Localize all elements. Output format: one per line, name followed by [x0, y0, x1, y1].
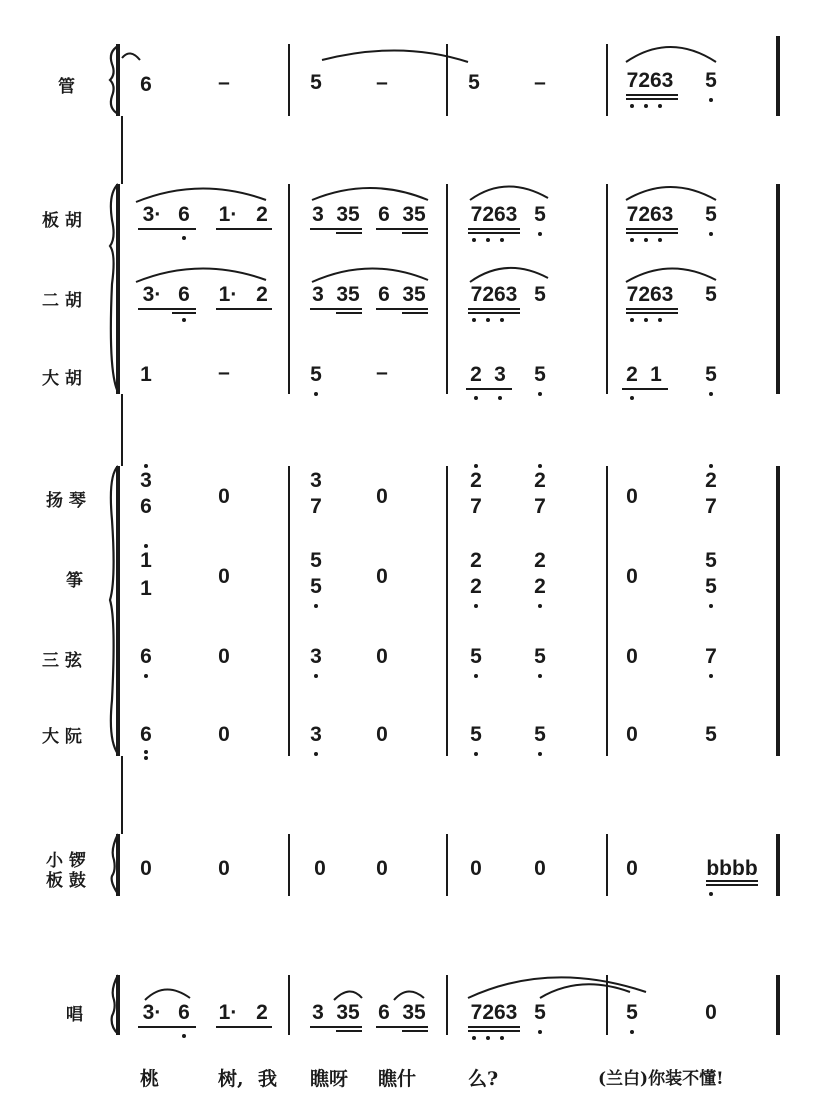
barline-right [776, 466, 780, 756]
lyric-syllable: 瞧呀 [310, 1068, 349, 1090]
rest: 0 [218, 645, 230, 668]
barline [446, 44, 448, 116]
octave-dot [144, 750, 148, 754]
octave-dot [538, 464, 542, 468]
note: 7 [534, 495, 546, 518]
note-group: 35 [336, 203, 360, 226]
octave-dot [182, 318, 186, 322]
rest: 0 [140, 857, 152, 880]
underline [310, 1026, 362, 1028]
note: 6 [140, 645, 152, 668]
underline [468, 312, 520, 314]
note-group: 35 [402, 203, 426, 226]
note: 1· [218, 203, 238, 226]
barline [606, 466, 608, 756]
underline [172, 312, 196, 314]
note: 5 [705, 723, 717, 746]
octave-dot [709, 464, 713, 468]
barline-right [776, 975, 780, 1035]
octave-dot [644, 238, 648, 242]
dash: – [218, 71, 230, 94]
note: 3 [312, 203, 324, 226]
note: 2 [534, 469, 546, 492]
octave-dot [630, 396, 634, 400]
underline [468, 1030, 520, 1032]
underline [336, 1030, 362, 1032]
note-group: 7263 [626, 283, 674, 306]
underline [402, 312, 428, 314]
octave-dot [486, 318, 490, 322]
octave-dot [658, 318, 662, 322]
rest: 0 [534, 857, 546, 880]
instrument-label-banhu: 板 胡 [42, 211, 82, 231]
rest: 0 [470, 857, 482, 880]
note-group: 35 [336, 1001, 360, 1024]
note: 3 [310, 469, 322, 492]
octave-dot [182, 1034, 186, 1038]
note-group: 7263 [470, 1001, 518, 1024]
rest: 0 [218, 485, 230, 508]
octave-dot [498, 396, 502, 400]
rest: 0 [376, 857, 388, 880]
octave-dot [500, 238, 504, 242]
note: 5 [470, 645, 482, 668]
rest: 0 [376, 645, 388, 668]
underline [138, 228, 196, 230]
dash: – [218, 361, 230, 384]
underline [626, 312, 678, 314]
note: 5 [470, 723, 482, 746]
rest: 0 [218, 857, 230, 880]
octave-dot [538, 1030, 542, 1034]
note: 3 [494, 363, 506, 386]
underline [466, 388, 512, 390]
drum-stroke-group: bbbb [706, 857, 758, 880]
rest: 0 [376, 485, 388, 508]
dash: – [376, 361, 388, 384]
octave-dot [182, 236, 186, 240]
octave-dot [314, 674, 318, 678]
rest: 0 [626, 565, 638, 588]
rest: 0 [626, 857, 638, 880]
octave-dot [538, 232, 542, 236]
barline [288, 466, 290, 756]
lyric-syllable: 树, [218, 1068, 244, 1090]
octave-dot [144, 756, 148, 760]
underline [310, 228, 362, 230]
rest: 0 [626, 645, 638, 668]
note: 5 [310, 549, 322, 572]
note: 6 [378, 283, 390, 306]
note: 1 [140, 577, 152, 600]
barline [288, 834, 290, 896]
note-group: 35 [402, 283, 426, 306]
barline [446, 466, 448, 756]
rest: 0 [626, 723, 638, 746]
instrument-label-yangqin: 扬 琴 [46, 491, 86, 511]
note: 2 [626, 363, 638, 386]
octave-dot [538, 674, 542, 678]
note: 2 [256, 1001, 268, 1024]
octave-dot [644, 104, 648, 108]
note-group: 7263 [626, 69, 674, 92]
barline [606, 44, 608, 116]
octave-dot [500, 1036, 504, 1040]
system-bracket-percussion [116, 834, 120, 896]
note: 1· [218, 283, 238, 306]
underline [138, 308, 196, 310]
note: 5 [705, 363, 717, 386]
octave-dot [709, 98, 713, 102]
instrument-label-dahu: 大 胡 [42, 369, 82, 389]
note: 1· [218, 1001, 238, 1024]
underline [402, 232, 428, 234]
underline [626, 94, 678, 96]
underline [626, 308, 678, 310]
system-bracket-guan [116, 44, 120, 116]
note: 2 [470, 469, 482, 492]
dash: – [376, 71, 388, 94]
dash: – [534, 71, 546, 94]
barline [288, 44, 290, 116]
note: 5 [534, 283, 546, 306]
note: 3 [312, 1001, 324, 1024]
note: 1 [650, 363, 662, 386]
octave-dot [474, 464, 478, 468]
octave-dot [144, 544, 148, 548]
underline [336, 232, 362, 234]
octave-dot [314, 752, 318, 756]
rest: 0 [218, 565, 230, 588]
instrument-label-xiaoluo: 小 锣 [46, 851, 86, 871]
note: 3· [142, 203, 162, 226]
octave-dot [472, 1036, 476, 1040]
system-bracket-voice [116, 975, 120, 1035]
note: 5 [705, 283, 717, 306]
note: 1 [140, 549, 152, 572]
octave-dot [709, 674, 713, 678]
instrument-label-sanxian: 三 弦 [42, 651, 82, 671]
note: 3 [140, 469, 152, 492]
octave-dot [472, 318, 476, 322]
note: 5 [310, 575, 322, 598]
barline [606, 184, 608, 394]
note: 6 [178, 283, 190, 306]
octave-dot [538, 392, 542, 396]
note: 6 [178, 1001, 190, 1024]
note: 3 [310, 645, 322, 668]
octave-dot [709, 232, 713, 236]
barline [606, 975, 608, 1035]
note: 3 [310, 723, 322, 746]
underline [626, 98, 678, 100]
underline [468, 1026, 520, 1028]
note: 5 [705, 203, 717, 226]
rest: 0 [314, 857, 326, 880]
octave-dot [472, 238, 476, 242]
octave-dot [658, 238, 662, 242]
system-connector [121, 756, 123, 834]
note-group: 35 [402, 1001, 426, 1024]
note: 6 [178, 203, 190, 226]
barline-right [776, 834, 780, 896]
instrument-label-guan: 管 [58, 77, 75, 97]
note-group: 7263 [626, 203, 674, 226]
system-connector [121, 394, 123, 466]
octave-dot [144, 674, 148, 678]
octave-dot [630, 1030, 634, 1034]
note: 6 [140, 495, 152, 518]
note: 2 [256, 283, 268, 306]
spoken-line: (兰白)你装不懂! [598, 1069, 724, 1089]
octave-dot [314, 604, 318, 608]
underline [402, 1030, 428, 1032]
underline [468, 308, 520, 310]
instrument-label-daruan: 大 阮 [42, 727, 82, 747]
instrument-label-zheng: 筝 [66, 571, 83, 591]
barline [446, 184, 448, 394]
note: 7 [705, 645, 717, 668]
rest: 0 [705, 1001, 717, 1024]
barline-right [776, 36, 780, 116]
lyric-syllable: 么? [468, 1068, 499, 1090]
barline [446, 834, 448, 896]
octave-dot [486, 238, 490, 242]
underline [138, 1026, 196, 1028]
note: 3· [142, 1001, 162, 1024]
note: 5 [468, 71, 480, 94]
note: 2 [470, 363, 482, 386]
octave-dot [474, 752, 478, 756]
rest: 0 [376, 723, 388, 746]
octave-dot [144, 464, 148, 468]
underline [216, 1026, 272, 1028]
octave-dot [474, 674, 478, 678]
underline [626, 228, 678, 230]
underline [468, 228, 520, 230]
underline [706, 880, 758, 882]
lyric-syllable: 我 [258, 1068, 278, 1090]
lyric-syllable: 瞧什 [378, 1068, 417, 1090]
note: 6 [378, 1001, 390, 1024]
note: 7 [470, 495, 482, 518]
note: 5 [534, 723, 546, 746]
note-group: 7263 [470, 203, 518, 226]
note: 7 [705, 495, 717, 518]
system-bracket-plucked [116, 466, 120, 756]
rest: 0 [376, 565, 388, 588]
note: 3· [142, 283, 162, 306]
note: 6 [140, 723, 152, 746]
note: 5 [705, 575, 717, 598]
note: 5 [534, 1001, 546, 1024]
note: 5 [534, 363, 546, 386]
barline [288, 975, 290, 1035]
octave-dot [644, 318, 648, 322]
instrument-label-chang: 唱 [66, 1005, 83, 1025]
note-group: 7263 [470, 283, 518, 306]
octave-dot [709, 892, 713, 896]
rest: 0 [626, 485, 638, 508]
underline [468, 232, 520, 234]
note: 3 [312, 283, 324, 306]
instrument-label-erhu: 二 胡 [42, 291, 82, 311]
note: 5 [705, 69, 717, 92]
note: 5 [705, 549, 717, 572]
octave-dot [658, 104, 662, 108]
note: 2 [470, 549, 482, 572]
underline [622, 388, 668, 390]
octave-dot [538, 604, 542, 608]
octave-dot [500, 318, 504, 322]
note-group: 35 [336, 283, 360, 306]
note: 7 [310, 495, 322, 518]
barline-right [776, 184, 780, 394]
octave-dot [486, 1036, 490, 1040]
rest: 0 [218, 723, 230, 746]
underline [216, 308, 272, 310]
underline [376, 228, 428, 230]
octave-dot [630, 238, 634, 242]
underline [310, 308, 362, 310]
system-connector [121, 116, 123, 184]
octave-dot [538, 752, 542, 756]
lyric-syllable: 桃 [140, 1068, 160, 1090]
octave-dot [709, 604, 713, 608]
octave-dot [474, 604, 478, 608]
note: 5 [310, 71, 322, 94]
underline [706, 884, 758, 886]
note: 2 [256, 203, 268, 226]
note: 2 [534, 549, 546, 572]
underline [376, 308, 428, 310]
octave-dot [709, 392, 713, 396]
underline [216, 228, 272, 230]
note: 5 [534, 203, 546, 226]
note: 2 [705, 469, 717, 492]
note: 6 [378, 203, 390, 226]
note: 5 [534, 645, 546, 668]
note: 5 [626, 1001, 638, 1024]
underline [336, 312, 362, 314]
underline [626, 232, 678, 234]
instrument-label-bangu: 板 鼓 [46, 871, 86, 891]
octave-dot [630, 104, 634, 108]
note: 2 [534, 575, 546, 598]
octave-dot [474, 396, 478, 400]
note: 1 [140, 363, 152, 386]
octave-dot [314, 392, 318, 396]
barline [606, 834, 608, 896]
underline [376, 1026, 428, 1028]
barline [446, 975, 448, 1035]
note: 5 [310, 363, 322, 386]
octave-dot [630, 318, 634, 322]
system-bracket-strings [116, 184, 120, 394]
note: 2 [470, 575, 482, 598]
barline [288, 184, 290, 394]
note: 6 [140, 73, 152, 96]
